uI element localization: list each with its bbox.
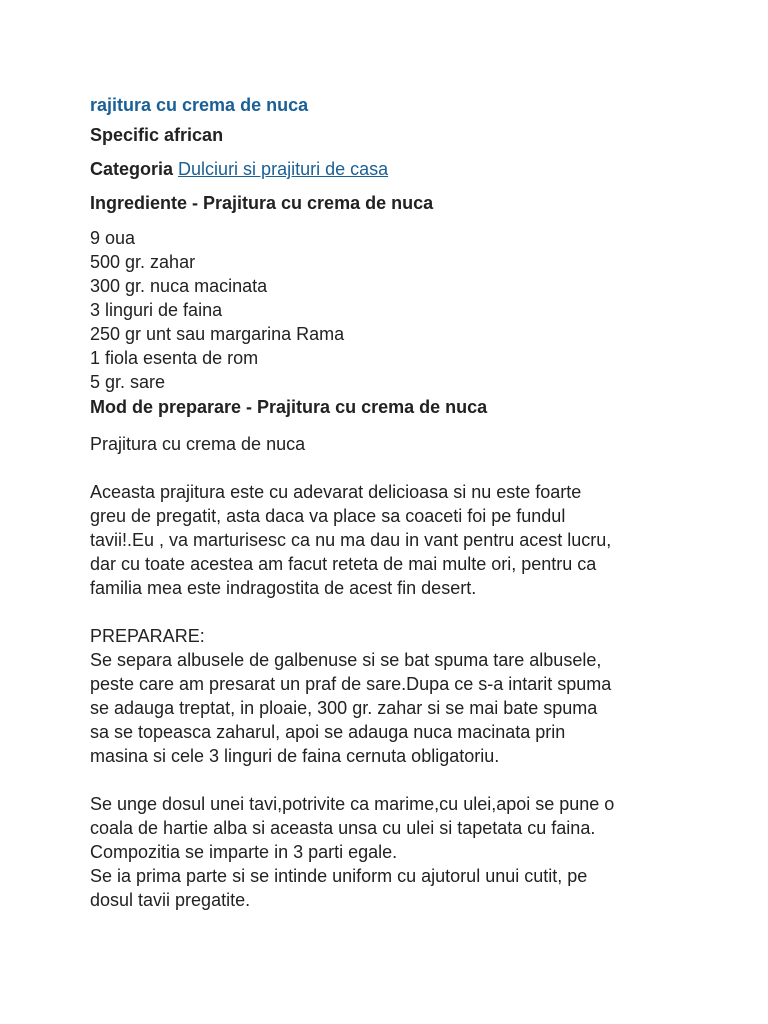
ingredient-item: 500 gr. zahar (90, 252, 196, 272)
spacer (90, 600, 730, 624)
recipe-document (90, 92, 730, 912)
method-heading: Mod de preparare - Prajitura cu crema de nuca (90, 397, 488, 417)
preparation-label: PREPARARE: (90, 626, 205, 646)
category-link[interactable]: Dulciuri si prajituri de casa (178, 159, 389, 179)
intro-paragraph: Aceasta prajitura este cu adevarat delicioasa si nu este foarte greu de pregatit, asta daca va place sa coaceti foi pe fundul tavii!.Eu , va marturisesc ca nu ma dau in vant pentru acest lucru, dar cu toate acestea am facut reteta de mai multe ori, pentru ca familia mea este indragostita de acest fin desert. (90, 482, 612, 598)
category-line (90, 156, 730, 182)
category-label: Categoria (90, 159, 174, 179)
specific-label: Specific african (90, 125, 224, 145)
ingredients-heading: Ingrediente - Prajitura cu crema de nuca (90, 193, 434, 213)
ingredient-item: 5 gr. sare (90, 372, 166, 392)
ingredient-item: 1 fiola esenta de rom (90, 348, 259, 368)
spacer (90, 456, 730, 480)
ingredient-item: 3 linguri de faina (90, 300, 223, 320)
ingredients-list (90, 226, 730, 394)
ingredient-item: 9 oua (90, 228, 136, 248)
preparation-paragraph-2: Se unge dosul unei tavi,potrivite ca marime,cu ulei,apoi se pune o coala de hartie alba si aceasta unsa cu ulei si tapetata cu faina. Compozitia se imparte in 3 parti egale. Se ia prima parte si se intinde uniform cu ajutorul unui cutit, pe dosul tavii pregatite. (90, 794, 615, 910)
method-subtitle: Prajitura cu crema de nuca (90, 434, 306, 454)
ingredient-item: 250 gr unt sau margarina Rama (90, 324, 345, 344)
spacer (90, 768, 730, 792)
recipe-title: rajitura cu crema de nuca (90, 95, 309, 115)
preparation-paragraph-1: Se separa albusele de galbenuse si se bat spuma tare albusele, peste care am presarat un praf de sare.Dupa ce s-a intarit spuma se adauga treptat, in ploaie, 300 gr. zahar si se mai bate spuma sa se topeasca zaharul, apoi se adauga nuca macinata prin masina si cele 3 linguri de faina cernuta obligatoriu. (90, 650, 612, 766)
ingredient-item: 300 gr. nuca macinata (90, 276, 268, 296)
